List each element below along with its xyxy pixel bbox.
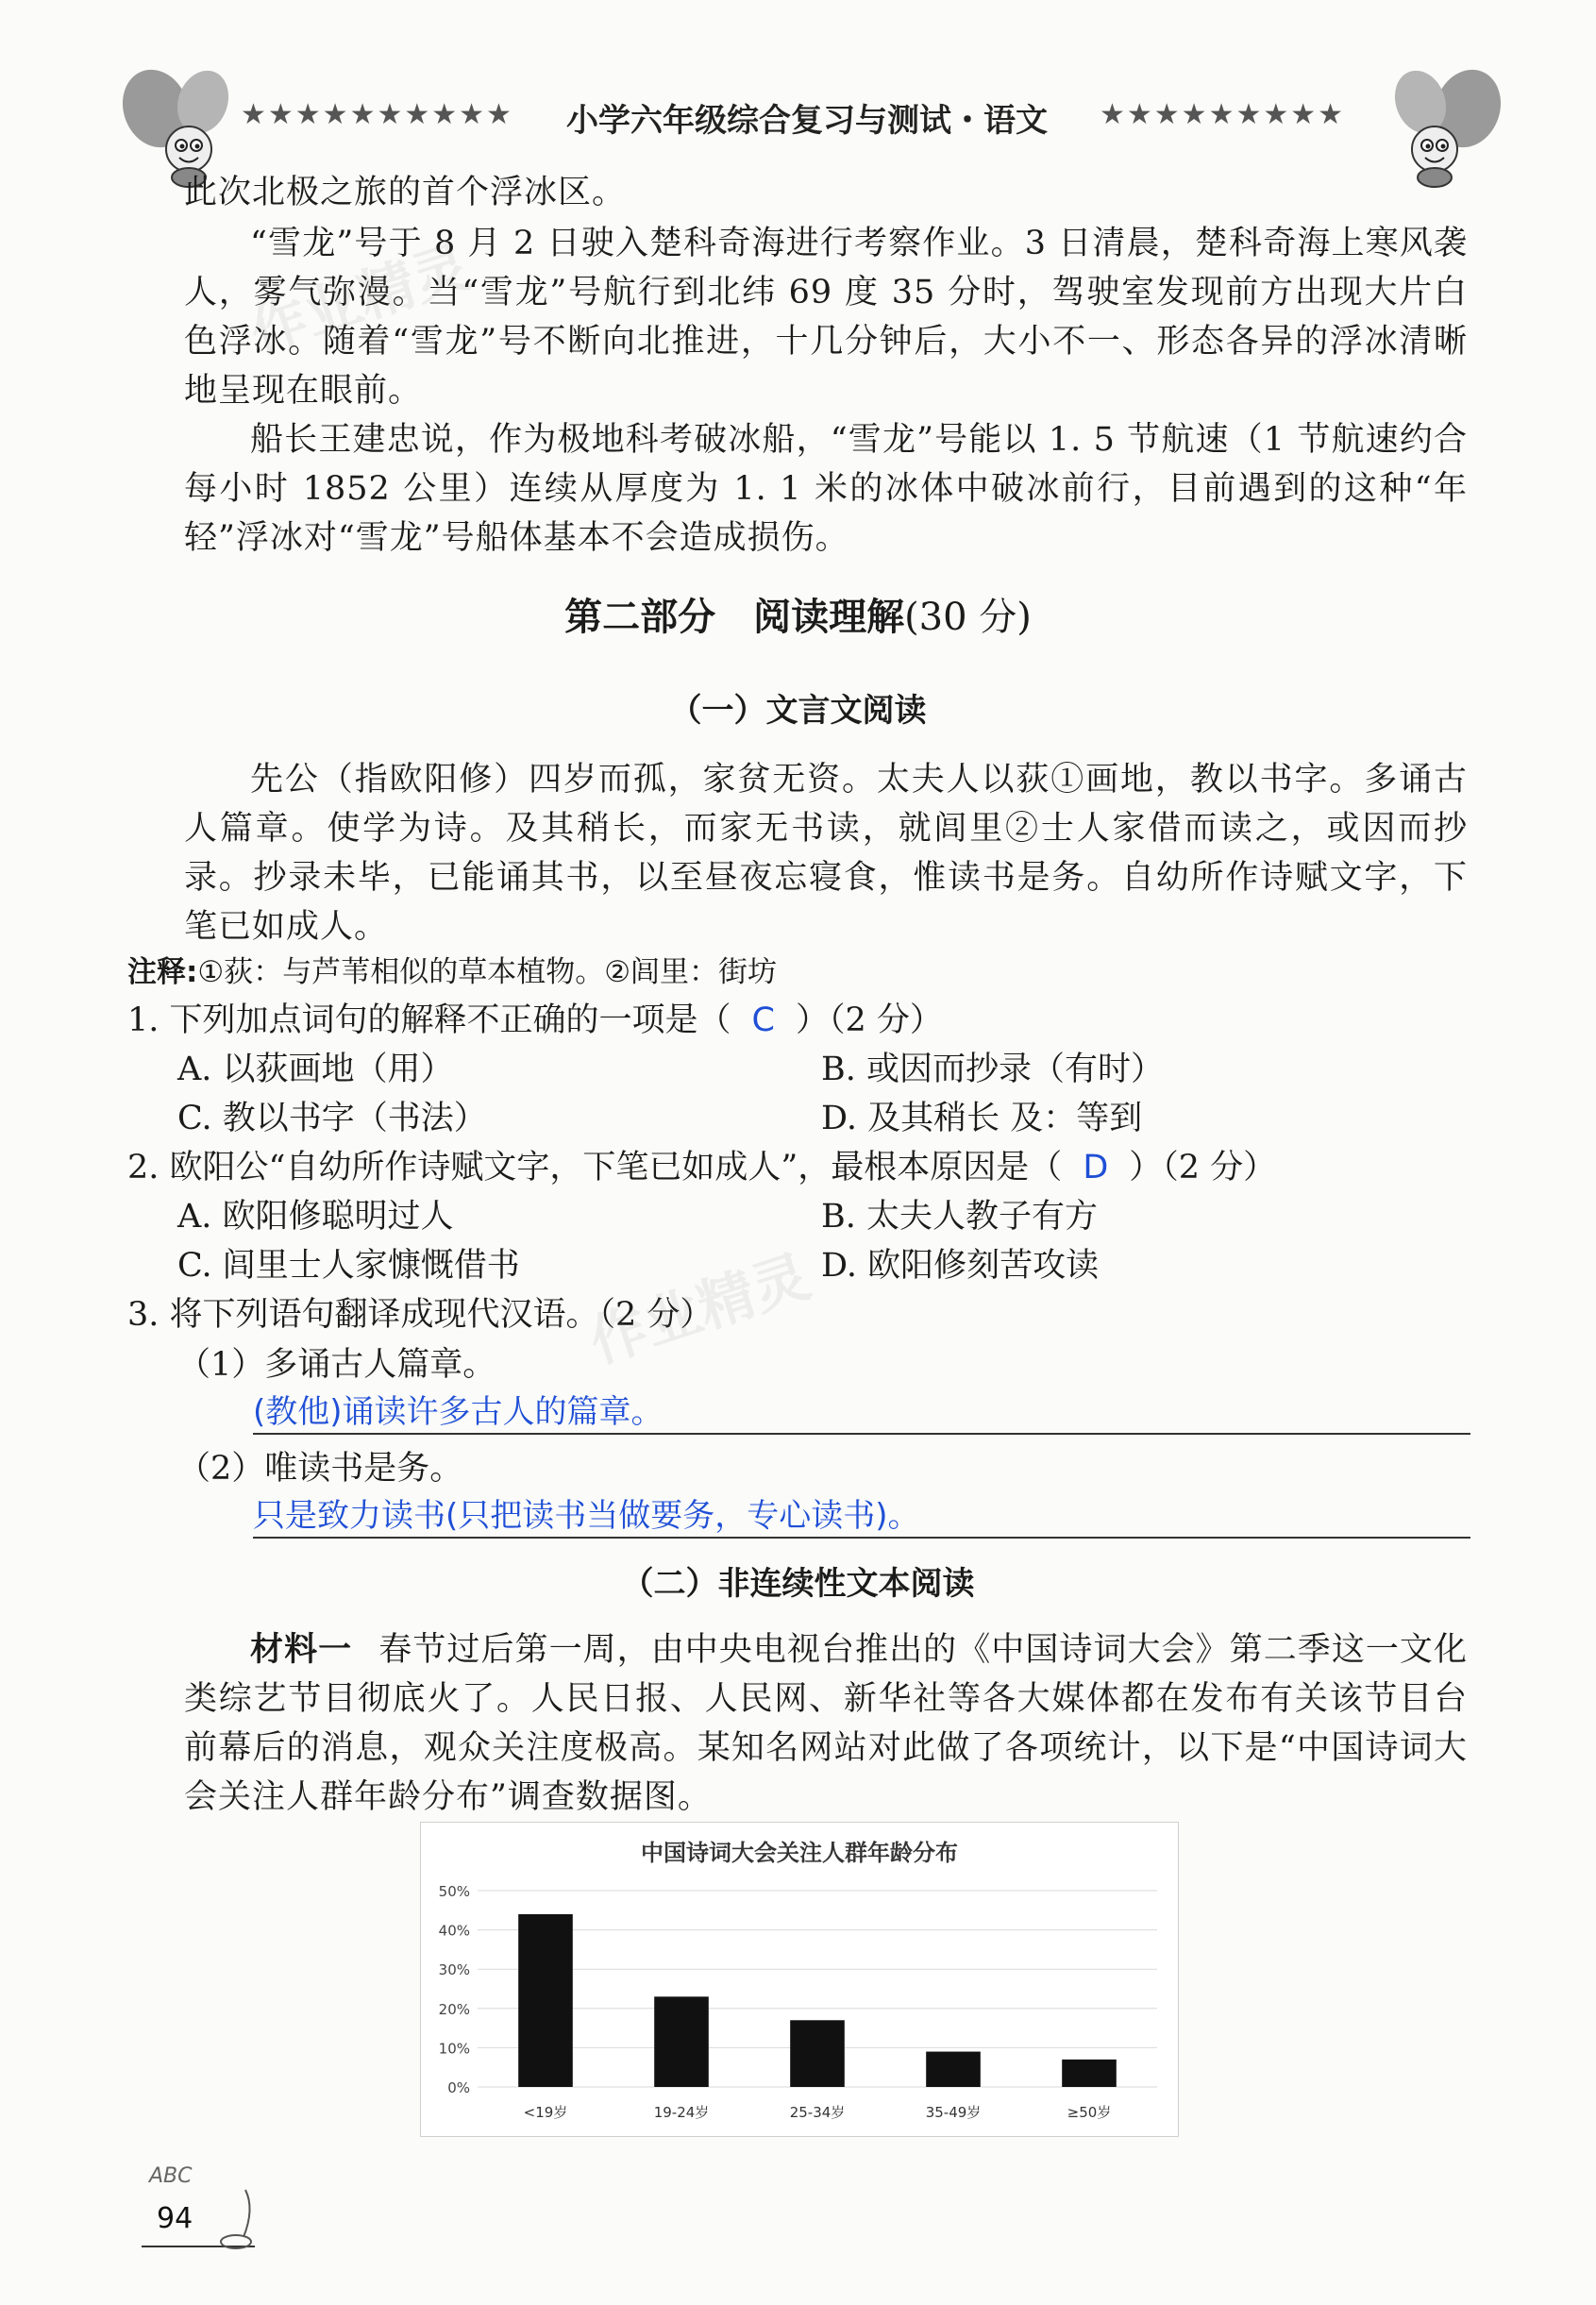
sentence-2: （2）唯读书是务。 bbox=[177, 1450, 463, 1488]
y-tick-label: 20% bbox=[438, 2000, 470, 2018]
question-stem: 1. 下列加点词句的解释不正确的一项是（ bbox=[127, 1001, 731, 1039]
annotation-text: ①荻：与芦苇相似的草本植物。②闾里：街坊 bbox=[197, 955, 777, 989]
decorative-stars-left: ★★★★★★★★★★ bbox=[241, 98, 513, 131]
question-score: ）（2 分） bbox=[1129, 1149, 1277, 1186]
option-d: D. 及其稍长 及：等到 bbox=[821, 1100, 1143, 1137]
page-number: 94 bbox=[157, 2202, 193, 2235]
chart-title: 中国诗词大会关注人群年龄分布 bbox=[641, 1840, 958, 1866]
material-label: 材料一 bbox=[250, 1631, 353, 1669]
y-tick-label: 50% bbox=[438, 1883, 470, 1900]
bar-chart bbox=[421, 1823, 1178, 2136]
bar bbox=[926, 2052, 981, 2087]
sentence-1: （1）多诵古人篇章。 bbox=[177, 1346, 496, 1384]
passage-paragraph: “雪龙”号于 8 月 2 日驶入楚科奇海进行考察作业。3 日清晨，楚科奇海上寒风袭人，雾气弥漫。当“雪龙”号航行到北纬 69 度 35 分时，驾驶室发现前方出现大片白色浮冰。随着“雪龙”号不断向北推进，十几分钟后，大小不一、形态各异的浮冰清晰地呈现在眼前。 bbox=[184, 225, 1468, 410]
x-tick-label: 35-49岁 bbox=[925, 2104, 982, 2121]
y-tick-label: 10% bbox=[438, 2040, 470, 2058]
doodle-text: ABC bbox=[149, 2164, 193, 2188]
x-tick-label: ≥50岁 bbox=[1067, 2104, 1112, 2121]
annotation bbox=[127, 948, 777, 990]
section-title bbox=[0, 587, 1596, 641]
option-a: A. 欧阳修聪明过人 bbox=[177, 1198, 454, 1236]
answer-text: 只是致力读书(只把读书当做要务，专心读书)。 bbox=[253, 1497, 920, 1535]
material-paragraph bbox=[184, 1625, 1468, 1822]
part-score: (30 分) bbox=[904, 596, 1032, 639]
book-title: 小学六年级综合复习与测试・语文 bbox=[566, 102, 1048, 140]
x-tick-label: <19岁 bbox=[523, 2104, 568, 2121]
answer-choice: D bbox=[1083, 1149, 1109, 1186]
bar bbox=[790, 2020, 845, 2087]
bar bbox=[1062, 2060, 1117, 2087]
y-tick-label: 30% bbox=[438, 1961, 470, 1979]
answer-choice: C bbox=[751, 1001, 775, 1039]
option-c: C. 闾里士人家慷慨借书 bbox=[177, 1247, 520, 1285]
subsection-title: （二）非连续性文本阅读 bbox=[621, 1565, 975, 1603]
bar bbox=[654, 1996, 709, 2087]
x-tick-label: 19-24岁 bbox=[653, 2104, 710, 2121]
option-c: C. 教以书字（书法） bbox=[177, 1100, 487, 1137]
watermark: 作业精灵 bbox=[581, 1243, 818, 1377]
decorative-stars-right: ★★★★★★★★★ bbox=[1100, 98, 1346, 131]
classical-passage: 先公（指欧阳修）四岁而孤，家贫无资。太夫人以荻①画地，教以书字。多诵古人篇章。使学为诗。及其稍长，而家无书读，就闾里②士人家借而读之，或因而抄录。抄录未毕，已能诵其书，以至昼夜忘寝食，惟读书是务。自幼所作诗赋文字，下笔已如成人。 bbox=[184, 761, 1468, 946]
answer-line bbox=[253, 1537, 1470, 1539]
y-tick-label: 0% bbox=[447, 2079, 470, 2096]
part-title: 第二部分 阅读理解 bbox=[564, 596, 905, 639]
option-d: D. 欧阳修刻苦攻读 bbox=[821, 1247, 1100, 1285]
subsection-title: （一）文言文阅读 bbox=[669, 692, 927, 730]
bar bbox=[518, 1914, 573, 2087]
answer-line bbox=[253, 1433, 1470, 1435]
passage-paragraph: 此次北极之旅的首个浮冰区。 bbox=[184, 174, 627, 211]
abc-doodle-icon bbox=[132, 2152, 264, 2256]
watermark: 作业精灵 bbox=[242, 233, 479, 367]
y-tick-label: 40% bbox=[438, 1922, 470, 1940]
question-2 bbox=[127, 1141, 1276, 1188]
option-b: B. 太夫人教子有方 bbox=[821, 1198, 1098, 1236]
question-3: 3. 将下列语句翻译成现代汉语。（2 分） bbox=[127, 1296, 714, 1334]
answer-text: (教他)诵读许多古人的篇章。 bbox=[253, 1393, 664, 1431]
option-b: B. 或因而抄录（有时） bbox=[821, 1051, 1164, 1088]
question-score: ）（2 分） bbox=[795, 1001, 943, 1039]
passage-paragraph: 船长王建忠说，作为极地科考破冰船，“雪龙”号能以 1. 5 节航速（1 节航速约合每小时 1852 公里）连续从厚度为 1. 1 米的冰体中破冰前行，目前遇到的这种“年轻”浮冰对“雪龙”号船体基本不会造成损伤。 bbox=[184, 421, 1468, 557]
annotation-label: 注释: bbox=[127, 955, 198, 989]
question-stem: 2. 欧阳公“自幼所作诗赋文字，下笔已如成人”，最根本原因是（ bbox=[127, 1149, 1063, 1186]
material-text: 春节过后第一周，由中央电视台推出的《中国诗词大会》第二季这一文化类综艺节目彻底火了。人民日报、人民网、新华社等各大媒体都在发布有关该节目台前幕后的消息，观众关注度极高。某知名网站对此做了各项统计，以下是“中国诗词大会关注人群年龄分布”调查数据图。 bbox=[184, 1631, 1468, 1816]
question-1 bbox=[127, 994, 943, 1041]
age-distribution-chart bbox=[420, 1822, 1179, 2137]
option-a: A. 以荻画地（用） bbox=[177, 1051, 454, 1088]
x-tick-label: 25-34岁 bbox=[789, 2104, 846, 2121]
